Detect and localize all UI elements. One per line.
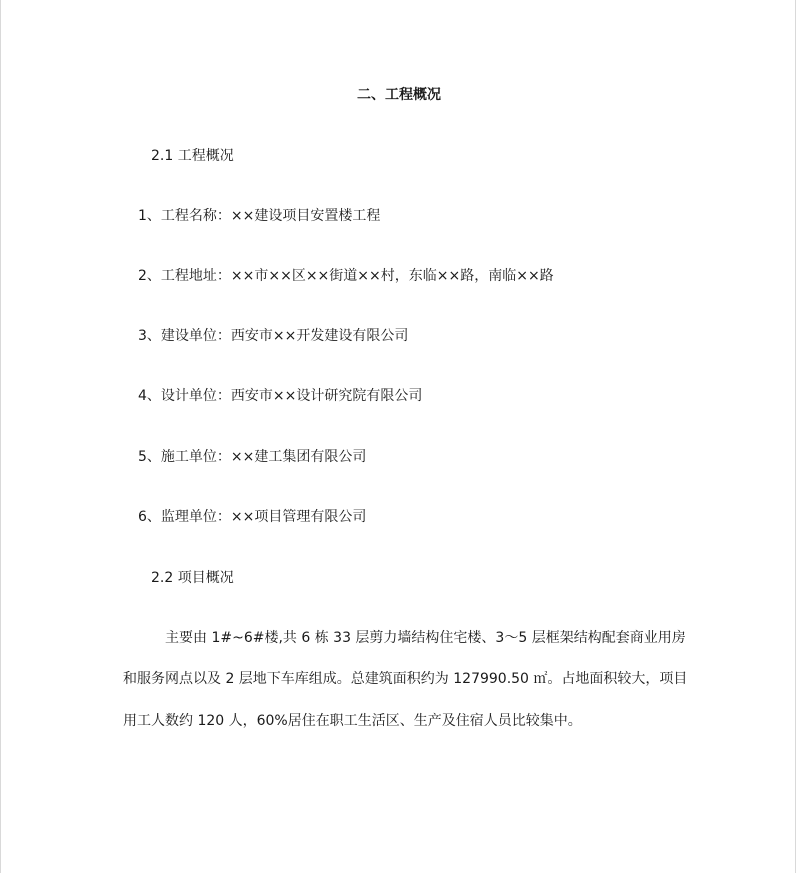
design-unit-line: 4、设计单位：西安市××设计研究院有限公司	[138, 388, 423, 404]
builder-unit-line: 5、施工单位：××建工集团有限公司	[138, 449, 367, 465]
project-name-line: 1、工程名称：××建设项目安置楼工程	[138, 208, 381, 224]
supervision-unit-line: 6、监理单位：××项目管理有限公司	[138, 509, 367, 525]
overview-paragraph-line-3: 用工人数约 120 人，60%居住在职工生活区、生产及住宿人员比较集中。	[123, 713, 582, 729]
section-heading-2-1: 2.1 工程概况	[151, 148, 234, 164]
overview-paragraph-line-1: 主要由 1#~6#楼,共 6 栋 33 层剪力墙结构住宅楼、3～5 层框架结构配套商业用房	[165, 630, 686, 646]
construction-unit-line: 3、建设单位：西安市××开发建设有限公司	[138, 328, 409, 344]
chapter-heading: 二、工程概况	[357, 87, 441, 103]
section-heading-2-2: 2.2 项目概况	[151, 570, 234, 586]
project-address-line: 2、工程地址：××市××区××街道××村，东临××路，南临××路	[138, 268, 554, 284]
overview-paragraph-line-2: 和服务网点以及 2 层地下车库组成。总建筑面积约为 127990.50 ㎡。占地面积较大，项目	[123, 671, 688, 687]
